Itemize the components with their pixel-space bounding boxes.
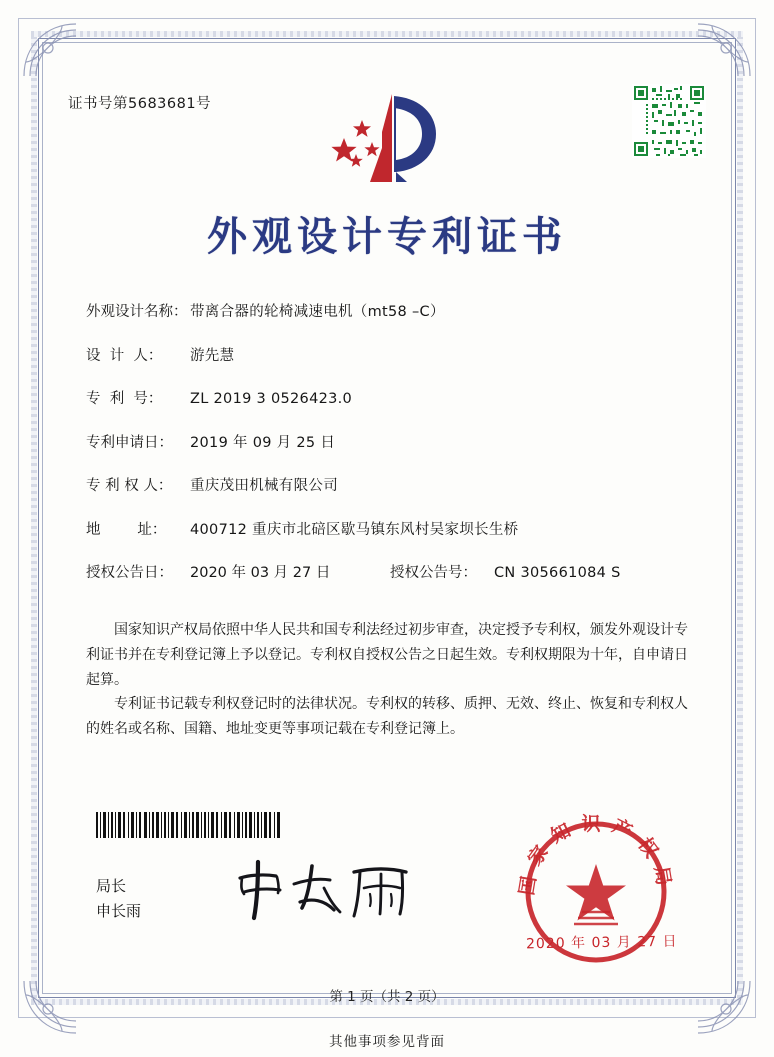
field-value: 游先慧 [190,347,235,364]
certificate-number: 证书号第5683681号 [68,96,212,112]
field-value: 400712 重庆市北碚区歇马镇东风村吴家坝长生桥 [190,521,519,538]
grant-number-value: CN 305661084 S [494,565,621,581]
field-patent-number [86,387,686,408]
field-label: 设 计 人： [86,347,163,364]
svg-text:国家知识产权局: 国家知识产权局 [515,812,677,897]
grant-number-label: 授权公告号： [390,565,477,581]
field-value: ZL 2019 3 0526423.0 [190,391,353,407]
field-patentee [86,474,686,495]
field-value: 2019 年 09 月 25 日 [190,434,336,451]
field-address [86,518,686,539]
grant-date-label: 授权公告日： [86,565,173,581]
field-value: 带离合器的轮椅减速电机（mt58 –C） [190,304,445,320]
corner-ornament-icon [22,22,78,78]
cnipa-logo-icon [312,86,462,190]
qr-code-icon [632,84,706,158]
field-designer [86,344,686,365]
field-label: 专 利 号： [86,391,163,407]
field-label: 地 址： [86,521,167,538]
seal-date: 2020 年 03 月 27 日 [526,933,679,953]
field-design-name [86,300,686,321]
page-indicator: 第 1 页（共 2 页） [329,989,445,1005]
director-name: 申长雨 [96,902,142,920]
corner-ornament-icon [696,22,752,78]
handwritten-signature-icon [228,858,418,922]
legal-paragraph-1: 国家知识产权局依照中华人民共和国专利法经过初步审查，决定授予专利权，颁发外观设计专利证书并在专利登记簿上予以登记。专利权自授权公告之日起生效。专利权期限为十年，自申请日起算。 [86,622,688,688]
field-label: 外观设计名称： [86,304,188,320]
grant-date-value: 2020 年 03 月 27 日 [190,565,331,581]
field-label: 专 利 权 人： [86,478,173,494]
certificate-fields [86,300,686,605]
barcode-icon [96,812,282,838]
field-value: 重庆茂田机械有限公司 [190,478,338,494]
signature-block [96,874,141,924]
field-application-date [86,431,686,452]
field-label: 专利申请日： [86,434,173,451]
director-role-label: 局长 [96,877,127,895]
page-title: 外观设计专利证书 [207,214,567,260]
footnote: 其他事项参见背面 [329,1034,445,1050]
field-grant-announcement [86,561,686,582]
legal-paragraph-2: 专利证书记载专利权登记时的法律状况。专利权的转移、质押、无效、终止、恢复和专利权人的姓名或名称、国籍、地址变更等事项记载在专利登记簿上。 [86,696,688,737]
